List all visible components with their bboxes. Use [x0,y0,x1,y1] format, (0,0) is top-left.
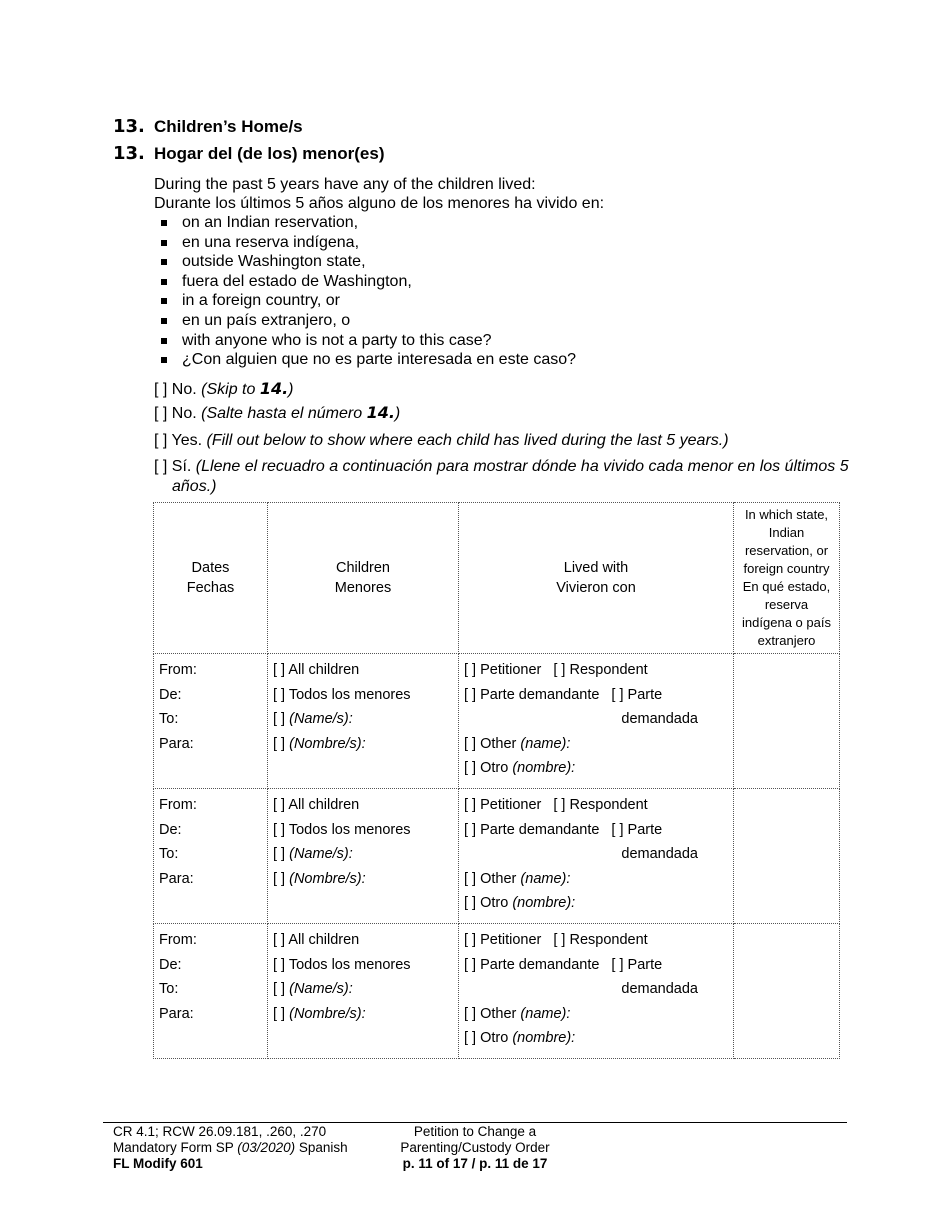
checkbox-other[interactable]: [ ] Other (name): [464,1005,571,1022]
checkbox-parte-demandante[interactable]: [ ] Parte demandante [464,821,600,838]
table-row [154,654,840,789]
checkbox-nombres[interactable]: [ ] (Nombre/s): [273,870,366,887]
location-bullet-list [154,213,576,370]
checkbox-parte-demandada[interactable]: [ ] Parte [611,821,663,838]
checkbox-no-en[interactable]: [ ] No. [154,381,197,398]
checkbox-other[interactable]: [ ] Other (name): [464,735,571,752]
section-title-en: Children’s Home/s [154,117,303,136]
bullet-square-icon [161,240,167,246]
checkbox-respondent[interactable]: [ ] Respondent [553,797,648,813]
header-dates: Dates Fechas [154,503,268,654]
section-heading-en [113,116,303,137]
intro-es: Durante los últimos 5 años alguno de los menores ha vivido en: [154,195,605,212]
header-location: In which state, Indian reservation, or foreign country En qué estado, reserva indígena o país extranjero [734,503,840,654]
footer-page-number: p. 11 of 17 / p. 11 de 17 [402,1156,548,1171]
residence-history-table [153,502,840,1059]
footer-doc-title-1: Petition to Change a [413,1124,537,1139]
children-cell [268,789,459,924]
header-lived-with: Lived with Vivieron con [459,503,734,654]
footer-left [113,1124,348,1172]
footer-center [380,1124,570,1172]
dates-cell[interactable]: From: De: To: Para: [154,789,268,924]
checkbox-all-children[interactable]: [ ] All children [273,932,360,948]
lived-with-cell: [ ] Petitioner [ ] Respondent [ ] Parte demandante [ ] Parte demandada [ ] Other (name): [ ] Otro (nombre): [459,654,734,789]
list-item: on an Indian reservation, [154,213,576,233]
header-children: Children Menores [268,503,459,654]
checkbox-nombres[interactable]: [ ] (Nombre/s): [273,735,366,752]
bullet-square-icon [161,298,167,304]
bullet-square-icon [161,279,167,285]
checkbox-todos-menores[interactable]: [ ] Todos los menores [273,956,411,973]
checkbox-parte-demandada[interactable]: [ ] Parte [611,956,663,973]
checkbox-no-es[interactable]: [ ] No. [154,405,197,422]
checkbox-parte-demandante[interactable]: [ ] Parte demandante [464,956,600,973]
checkbox-otro[interactable]: [ ] Otro (nombre): [464,760,576,777]
checkbox-yes-en[interactable]: [ ] Yes. [154,432,203,449]
option-yes-en[interactable]: [ ] Yes. (Fill out below to show where each child has lived during the last 5 years.) [154,432,729,449]
bullet-square-icon [161,220,167,226]
location-cell[interactable] [734,789,840,924]
lived-with-cell: [ ] Petitioner [ ] Respondent [ ] Parte demandante [ ] Parte demandada [ ] Other (name): [ ] Otro (nombre): [459,924,734,1059]
section-number: 13. [113,143,145,164]
footer-form-info: Mandatory Form SP (03/2020) Spanish [113,1140,348,1155]
checkbox-otro[interactable]: [ ] Otro (nombre): [464,1030,576,1047]
checkbox-petitioner[interactable]: [ ] Petitioner [464,932,542,948]
checkbox-names[interactable]: [ ] (Name/s): [273,846,353,863]
section-title-es: Hogar del (de los) menor(es) [154,144,385,163]
table-row [154,789,840,924]
checkbox-nombres[interactable]: [ ] (Nombre/s): [273,1005,366,1022]
footer-rule-citation: CR 4.1; RCW 26.09.181, .260, .270 [113,1124,327,1139]
checkbox-all-children[interactable]: [ ] All children [273,797,360,813]
section-number: 13. [113,116,145,137]
footer-divider [103,1122,847,1123]
list-item: in a foreign country, or [154,291,576,311]
checkbox-todos-menores[interactable]: [ ] Todos los menores [273,821,411,838]
table-header-row [154,503,840,654]
children-cell [268,654,459,789]
checkbox-respondent[interactable]: [ ] Respondent [553,932,648,948]
dates-cell[interactable]: From: De: To: Para: [154,654,268,789]
list-item: en una reserva indígena, [154,233,576,253]
list-item: fuera del estado de Washington, [154,272,576,292]
footer-form-code: FL Modify 601 [113,1156,203,1171]
list-item: outside Washington state, [154,252,576,272]
checkbox-names[interactable]: [ ] (Name/s): [273,711,353,728]
children-cell [268,924,459,1059]
footer-doc-title-2: Parenting/Custody Order [400,1140,550,1155]
list-item: en un país extranjero, o [154,311,576,331]
option-no-es[interactable]: [ ] No. (Salte hasta el número 14.) [154,403,401,422]
section-heading-es [113,143,384,164]
checkbox-otro[interactable]: [ ] Otro (nombre): [464,895,576,912]
checkbox-parte-demandante[interactable]: [ ] Parte demandante [464,686,600,703]
location-cell[interactable] [734,924,840,1059]
lived-with-cell: [ ] Petitioner [ ] Respondent [ ] Parte demandante [ ] Parte demandada [ ] Other (name): [ ] Otro (nombre): [459,789,734,924]
bullet-square-icon [161,357,167,363]
checkbox-petitioner[interactable]: [ ] Petitioner [464,662,542,678]
intro-en: During the past 5 years have any of the children lived: [154,176,536,193]
list-item: ¿Con alguien que no es parte interesada en este caso? [154,350,576,370]
checkbox-names[interactable]: [ ] (Name/s): [273,981,353,998]
dates-cell[interactable]: From: De: To: Para: [154,924,268,1059]
bullet-square-icon [161,259,167,265]
checkbox-todos-menores[interactable]: [ ] Todos los menores [273,686,411,703]
option-yes-es[interactable]: [ ] Sí. (Llene el recuadro a continuación para mostrar dónde ha vivido cada menor en los últimos 5 años.) [154,458,849,495]
location-cell[interactable] [734,654,840,789]
checkbox-petitioner[interactable]: [ ] Petitioner [464,797,542,813]
option-no-en[interactable]: [ ] No. (Skip to 14.) [154,379,294,398]
checkbox-parte-demandada[interactable]: [ ] Parte [611,686,663,703]
checkbox-yes-es[interactable]: [ ] Sí. [154,458,192,475]
checkbox-respondent[interactable]: [ ] Respondent [553,662,648,678]
bullet-square-icon [161,318,167,324]
table-row [154,924,840,1059]
bullet-square-icon [161,338,167,344]
list-item: with anyone who is not a party to this case? [154,331,576,351]
checkbox-other[interactable]: [ ] Other (name): [464,870,571,887]
checkbox-all-children[interactable]: [ ] All children [273,662,360,678]
